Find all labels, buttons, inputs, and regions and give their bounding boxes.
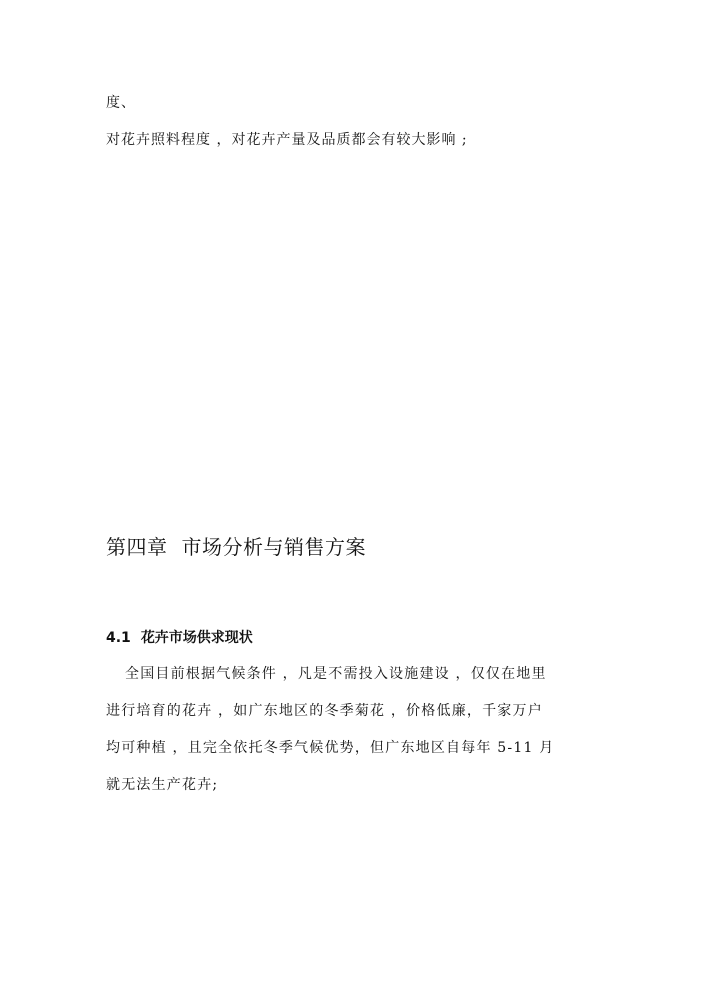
chapter-number: 第四章	[106, 535, 168, 559]
section-number: 4.1	[106, 630, 131, 646]
paragraph-line-3: 均可种植 ，且完全依托冬季气候优势，但广东地区自每年 5-11 月	[106, 740, 555, 756]
section-title: 花卉市场供求现状	[140, 630, 253, 646]
text-line-top-2: 对花卉照料程度 ，对花卉产量及品质都会有较大影响 ;	[106, 132, 468, 148]
chapter-title: 市场分析与销售方案	[181, 535, 366, 559]
paragraph-line-2: 进行培育的花卉 ，如广东地区的冬季菊花 ，价格低廉，千家万户	[106, 703, 543, 719]
chapter-heading	[106, 533, 366, 561]
paragraph-line-4: 就无法生产花卉;	[106, 777, 219, 793]
section-heading	[106, 628, 253, 648]
paragraph-line-1: 全国目前根据气候条件 ，凡是不需投入设施建设 ，仅仅在地里	[125, 666, 547, 682]
text-line-top-1: 度、	[106, 95, 136, 111]
